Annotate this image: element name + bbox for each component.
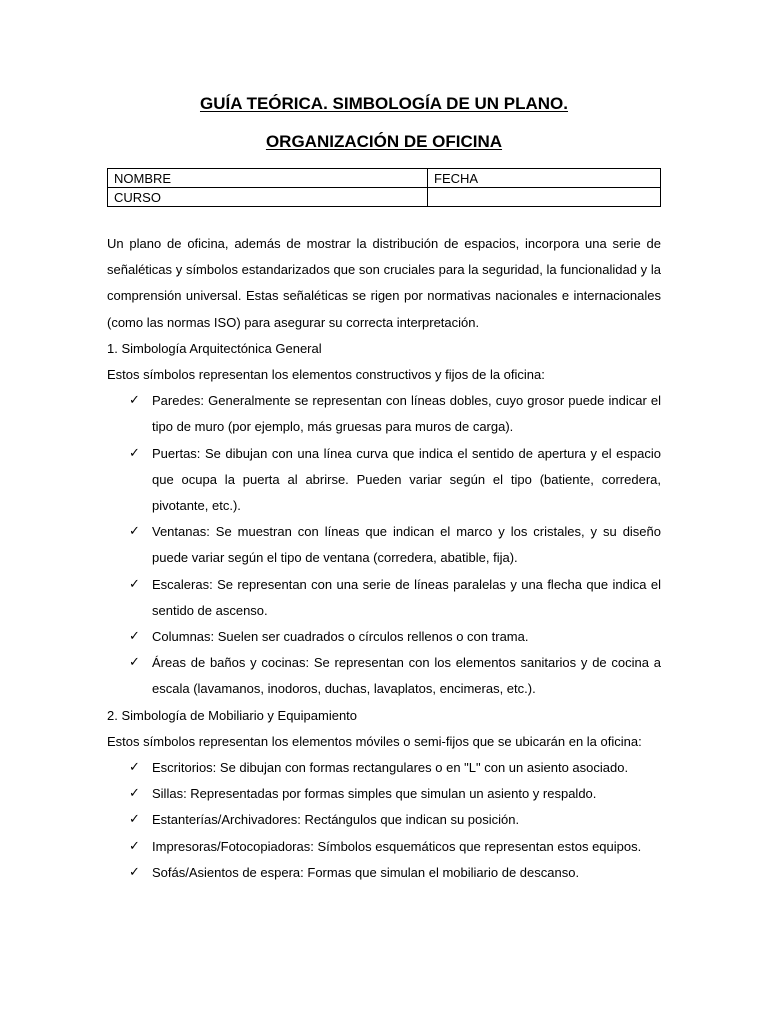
curso-value: [428, 188, 661, 207]
table-row: [108, 169, 661, 188]
list-item: [129, 388, 661, 440]
check-mark-icon: ✓: [129, 864, 140, 880]
section2-heading: 2. Simbología de Mobiliario y Equipamiento: [107, 707, 358, 723]
section2-lead: Estos símbolos representan los elementos móviles o semi-fijos que se ubicarán en la oficina:: [107, 733, 642, 749]
check-mark-icon: ✓: [129, 760, 140, 776]
list-item-text: Paredes: Generalmente se representan con líneas dobles, cuyo grosor puede indicar el tipo de muro (por ejemplo, más gruesas para muros de carga).: [152, 393, 661, 435]
section1-list: [107, 388, 661, 702]
list-item: [129, 860, 661, 886]
list-item: [129, 807, 661, 833]
check-mark-icon: ✓: [129, 576, 140, 592]
document-body: [107, 231, 661, 886]
section1-heading: 1. Simbología Arquitectónica General: [107, 340, 322, 356]
check-mark-icon: ✓: [129, 786, 140, 802]
list-item-text: Escritorios: Se dibujan con formas rectangulares o en "L" con un asiento asociado.: [152, 760, 629, 776]
check-mark-icon: ✓: [129, 812, 140, 828]
section2-list: [107, 755, 661, 886]
list-item-text: Sillas: Representadas por formas simples que simulan un asiento y respaldo.: [152, 786, 597, 802]
list-item: [129, 834, 661, 860]
list-item-text: Áreas de baños y cocinas: Se representan con los elementos sanitarios y de cocina a escala (lavamanos, inodoros, duchas, lavaplatos, encimeras, etc.).: [152, 655, 661, 697]
list-item-text: Sofás/Asientos de espera: Formas que simulan el mobiliario de descanso.: [152, 864, 580, 880]
curso-label: CURSO: [108, 188, 428, 207]
document-subtitle: ORGANIZACIÓN DE OFICINA: [265, 132, 503, 151]
intro-paragraph: Un plano de oficina, además de mostrar la distribución de espacios, incorpora una serie de señaléticas y símbolos estandarizados que son cruciales para la seguridad, la funcionalidad y la comprensión universal. Estas señaléticas se rigen por normativas nacionales e internacionales (como las normas ISO) para asegurar su correcta interpretación.: [107, 236, 661, 330]
check-mark-icon: ✓: [129, 393, 140, 409]
list-item: [129, 572, 661, 624]
document-title: GUÍA TEÓRICA. SIMBOLOGÍA DE UN PLANO.: [199, 94, 569, 113]
check-mark-icon: ✓: [129, 524, 140, 540]
list-item-text: Estanterías/Archivadores: Rectángulos que indican su posición.: [152, 812, 520, 828]
student-info-table: [107, 168, 661, 207]
check-mark-icon: ✓: [129, 655, 140, 671]
list-item: [129, 441, 661, 520]
list-item: [129, 519, 661, 571]
check-mark-icon: ✓: [129, 629, 140, 645]
list-item-text: Impresoras/Fotocopiadoras: Símbolos esquemáticos que representan estos equipos.: [152, 838, 642, 854]
list-item: [129, 755, 661, 781]
list-item-text: Columnas: Suelen ser cuadrados o círculos rellenos o con trama.: [152, 629, 529, 645]
list-item: [129, 781, 661, 807]
list-item-text: Ventanas: Se muestran con líneas que indican el marco y los cristales, y su diseño puede variar según el tipo de ventana (corredera, abatible, fija).: [152, 524, 661, 566]
list-item-text: Escaleras: Se representan con una serie de líneas paralelas y una flecha que indica el sentido de ascenso.: [152, 576, 661, 618]
nombre-label: NOMBRE: [108, 169, 428, 188]
list-item-text: Puertas: Se dibujan con una línea curva que indica el sentido de apertura y el espacio que ocupa la puerta al abrirse. Pueden variar según el tipo (batiente, corredera, pivotante, etc.).: [152, 445, 661, 514]
check-mark-icon: ✓: [129, 445, 140, 461]
check-mark-icon: ✓: [129, 838, 140, 854]
section1-lead: Estos símbolos representan los elementos constructivos y fijos de la oficina:: [107, 367, 545, 383]
list-item: [129, 650, 661, 702]
table-row: [108, 188, 661, 207]
fecha-label: FECHA: [428, 169, 661, 188]
list-item: [129, 624, 661, 650]
